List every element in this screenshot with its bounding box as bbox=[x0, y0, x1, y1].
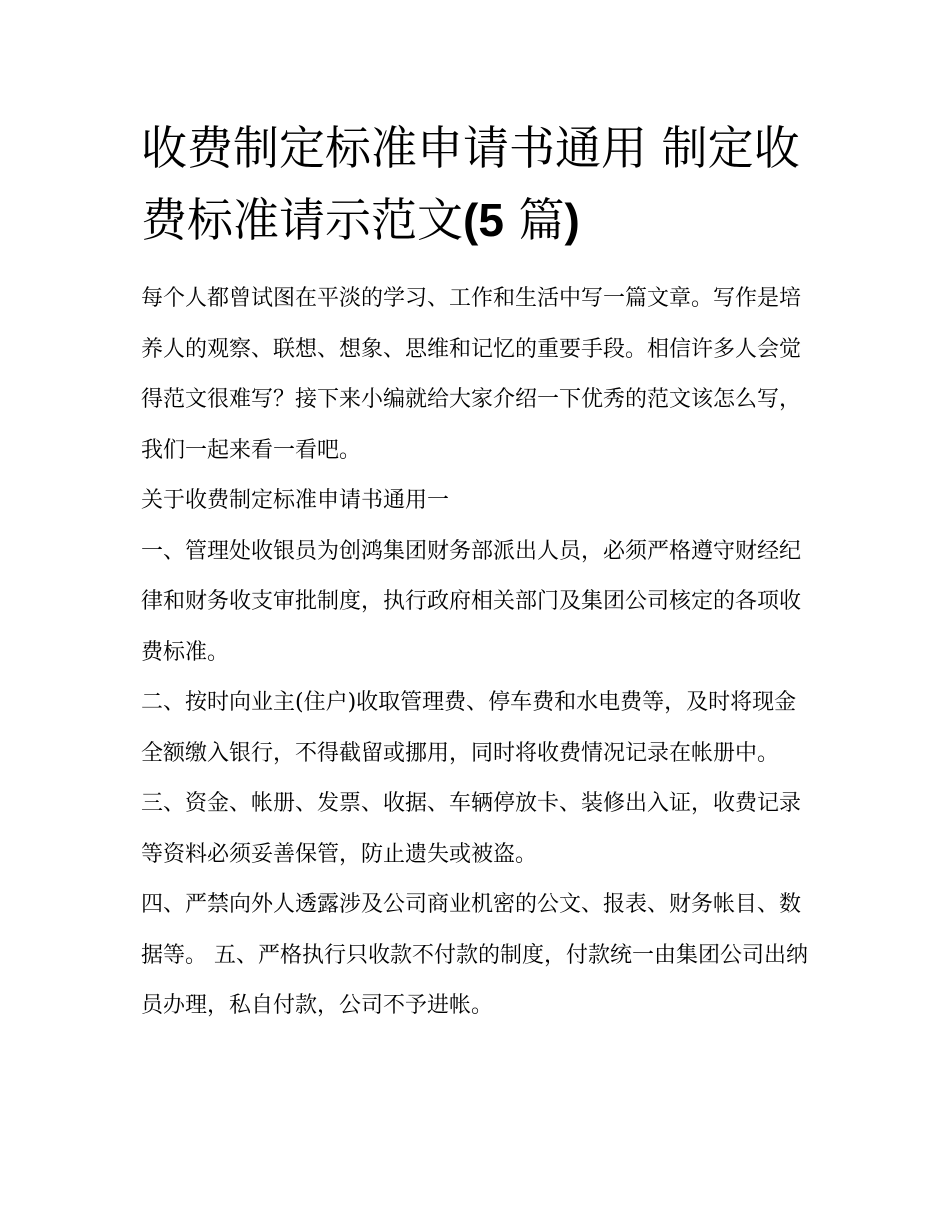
document-body bbox=[141, 274, 813, 1032]
title-count: 5 bbox=[478, 194, 504, 246]
intro-paragraph: 每个人都曾试图在平淡的学习、工作和生活中写一篇文章。写作是培养人的观察、联想、想象、思维和记忆的重要手段。相信许多人会觉得范文很难写？接下来小编就给大家介绍一下优秀的范文该怎么写，我们一起来看一看吧。 bbox=[141, 286, 802, 463]
clause-paragraph-4: 四、严禁向外人透露涉及公司商业机密的公文、报表、财务帐目、数据等。 五、严格执行只收款不付款的制度，付款统一由集团公司出纳员办理，私自付款，公司不予进帐。 bbox=[141, 892, 808, 1018]
document-content bbox=[141, 112, 813, 1032]
title-paren-close: ) bbox=[564, 194, 580, 246]
title-unit: 篇 bbox=[503, 193, 565, 247]
clause-paragraph-1: 一、管理处收银员为创鸿集团财务部派出人员，必须严格遵守财经纪律和财务收支审批制度，执行政府相关部门及集团公司核定的各项收费标准。 bbox=[141, 538, 802, 665]
clause-paragraph-2: 二、按时向业主(住户)收取管理费、停车费和水电费等，及时将现金全额缴入银行，不得截留或挪用，同时将收费情况记录在帐册中。 bbox=[141, 690, 797, 766]
section-heading: 关于收费制定标准申请书通用一 bbox=[141, 488, 450, 513]
clause-paragraph-3: 三、资金、帐册、发票、收据、车辆停放卡、装修出入证，收费记录等资料必须妥善保管，防止遗失或被盗。 bbox=[141, 791, 802, 867]
document-title bbox=[141, 112, 813, 256]
title-text: 收费制定标准申请书通用 制定收费标准请示范文 bbox=[141, 121, 800, 247]
title-paren-open: ( bbox=[463, 194, 479, 246]
